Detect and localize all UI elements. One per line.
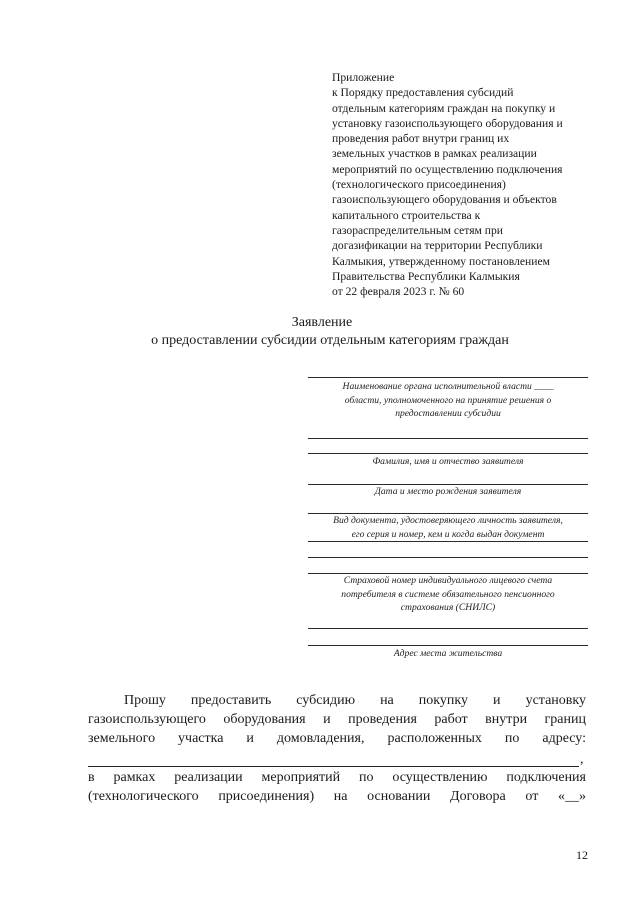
caption-line: Вид документа, удостоверяющего личность заявителя, [333, 515, 563, 526]
body-line: газоиспользующего оборудования и проведения работ внутри границ [88, 712, 586, 727]
appendix-line: отдельным категориям граждан на покупку и [332, 101, 556, 115]
id-doc-underline [308, 541, 588, 542]
appendix-header [332, 70, 594, 299]
appendix-line: земельных участков в рамках реализации [332, 147, 537, 161]
address-fill-line[interactable] [88, 766, 579, 767]
appendix-line: проведения работ внутри границ их [332, 132, 510, 146]
full-name-caption: Фамилия, имя и отчество заявителя [372, 456, 524, 467]
appendix-line: капитального строительства к [332, 208, 481, 222]
appendix-line: догазификации на территории Республики [332, 239, 543, 253]
caption-line: потребителя в системе обязательного пенсионного [341, 588, 555, 600]
appendix-line: (технологического присоединения) [332, 178, 506, 192]
caption-line: Страховой номер индивидуального лицевого счета [343, 575, 553, 586]
caption-line: страхования (СНИЛС) [400, 602, 496, 613]
caption-line: области, уполномоченного на принятие решения о [344, 394, 552, 406]
page-number: 12 [576, 848, 588, 862]
address-comma: , [580, 752, 584, 767]
snils-line-1[interactable] [308, 557, 588, 558]
authority-caption [308, 380, 588, 421]
body-line: (технологического присоединения) на основании Договора от «__» [88, 789, 586, 804]
address-line-2[interactable] [308, 645, 588, 646]
appendix-line: мероприятий по осуществлению подключения [332, 162, 563, 176]
document-subtitle: о предоставлении субсидии отдельным категориям граждан [151, 333, 509, 348]
name-line-2[interactable] [308, 453, 588, 454]
document-title: Заявление [291, 315, 353, 330]
body-line: земельного участка и домовладения, расположенных по адресу: [88, 731, 586, 746]
caption-line: Наименование органа исполнительной власти ____ [342, 381, 554, 392]
appendix-line: Правительства Республики Калмыкия [332, 269, 520, 283]
appendix-line: газораспределительным сетям при [332, 223, 503, 237]
appendix-line: газоиспользующего оборудования и объектов [332, 193, 557, 207]
id-doc-caption [308, 514, 588, 541]
caption-line: предоставлении субсидии [395, 408, 501, 419]
appendix-line: от 22 февраля 2023 г. № 60 [332, 285, 465, 299]
birth-caption: Дата и место рождения заявителя [374, 486, 522, 497]
authority-line[interactable] [308, 377, 588, 378]
appendix-line: Приложение [332, 71, 395, 84]
appendix-line: к Порядку предоставления субсидий [332, 86, 514, 100]
body-line: в рамках реализации мероприятий по осуществлению подключения [88, 770, 586, 785]
name-line-1[interactable] [308, 438, 588, 439]
body-line: Прошу предоставить субсидию на покупку и установку [124, 693, 586, 708]
snils-caption [308, 574, 588, 615]
appendix-line: Калмыкия, утвержденному постановлением [332, 254, 550, 268]
appendix-line: установку газоиспользующего оборудования и [332, 116, 563, 130]
address-caption: Адрес места жительства [393, 648, 503, 659]
caption-line: его серия и номер, кем и когда выдан документ [351, 528, 545, 540]
address-line-1[interactable] [308, 628, 588, 629]
